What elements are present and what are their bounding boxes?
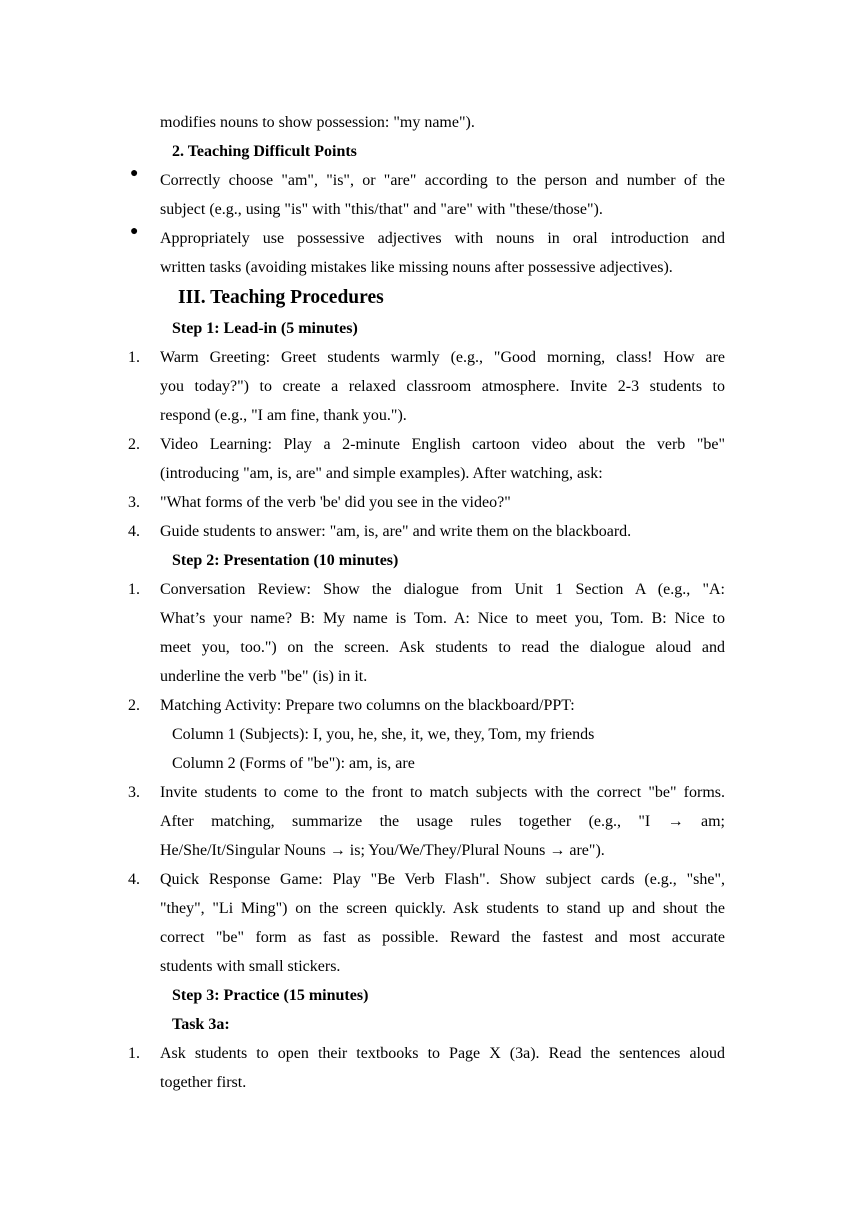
line-text: Correctly choose "am", "is", or "are" according to the person and number of the — [160, 172, 725, 189]
text-line — [0, 166, 860, 195]
line-text: Video Learning: Play a 2-minute English cartoon video about the verb "be" — [160, 436, 725, 453]
sub-line-text: Column 2 (Forms of "be"): am, is, are — [172, 755, 415, 772]
item-number: 2. — [128, 697, 140, 714]
item-number: 4. — [128, 523, 140, 540]
item-number: 1. — [128, 349, 140, 366]
numbered-list — [0, 1039, 860, 1097]
text-line — [0, 401, 860, 430]
text-line — [0, 1068, 860, 1097]
list-item — [0, 517, 860, 546]
list-item — [0, 1039, 860, 1097]
section-subheading — [0, 1010, 860, 1039]
line-text: He/She/It/Singular Nouns → is; You/We/They/Plural Nouns → are"). — [160, 842, 605, 859]
bullet-icon: ● — [130, 224, 139, 239]
line-text: After matching, summarize the usage rules together (e.g., "I → am; — [160, 813, 725, 830]
line-text: Appropriately use possessive adjectives with nouns in oral introduction and — [160, 230, 725, 247]
section-subheading — [0, 314, 860, 343]
line-text: (introducing "am, is, are" and simple examples). After watching, ask: — [160, 465, 603, 482]
line-text: Conversation Review: Show the dialogue from Unit 1 Section A (e.g., "A: — [160, 581, 725, 598]
subheading-text: Step 1: Lead-in (5 minutes) — [172, 320, 358, 337]
line-text: students with small stickers. — [160, 958, 341, 975]
text-line — [0, 459, 860, 488]
text-line — [0, 430, 860, 459]
list-item — [0, 575, 860, 691]
text-line — [0, 343, 860, 372]
section-heading — [0, 282, 860, 314]
line-text: Ask students to open their textbooks to Page X (3a). Read the sentences aloud — [160, 1045, 725, 1062]
list-item — [0, 224, 860, 282]
document-body — [0, 108, 860, 1097]
text-line — [0, 253, 860, 282]
line-text: modifies nouns to show possession: "my name"). — [160, 114, 475, 131]
text-line — [0, 195, 860, 224]
line-text: together first. — [160, 1074, 247, 1091]
text-line — [0, 662, 860, 691]
section-subheading — [0, 546, 860, 575]
text-line — [0, 778, 860, 807]
section-subheading — [0, 137, 860, 166]
heading-text: III. Teaching Procedures — [178, 287, 384, 308]
text-line — [0, 224, 860, 253]
text-line — [0, 372, 860, 401]
subheading-text: 2. Teaching Difficult Points — [172, 143, 357, 160]
bullet-icon: ● — [130, 166, 139, 181]
list-item — [0, 430, 860, 488]
paragraph-continuation — [0, 108, 860, 137]
list-item — [0, 488, 860, 517]
list-item — [0, 343, 860, 430]
line-text: Matching Activity: Prepare two columns on the blackboard/PPT: — [160, 697, 575, 714]
subheading-text: Task 3a: — [172, 1016, 230, 1033]
item-number: 1. — [128, 581, 140, 598]
text-line — [0, 633, 860, 662]
text-line — [0, 952, 860, 981]
item-number: 3. — [128, 784, 140, 801]
line-text: respond (e.g., "I am fine, thank you."). — [160, 407, 407, 424]
numbered-list — [0, 575, 860, 981]
line-text: What’s your name? B: My name is Tom. A: Nice to meet you, Tom. B: Nice to — [160, 610, 725, 627]
line-text: "What forms of the verb 'be' did you see in the video?" — [160, 494, 511, 511]
section-subheading — [0, 981, 860, 1010]
line-text: Quick Response Game: Play "Be Verb Flash". Show subject cards (e.g., "she", — [160, 871, 725, 888]
line-text: Warm Greeting: Greet students warmly (e.g., "Good morning, class! How are — [160, 349, 725, 366]
item-number: 3. — [128, 494, 140, 511]
line-text: Guide students to answer: "am, is, are" and write them on the blackboard. — [160, 523, 632, 540]
line-text: subject (e.g., using "is" with "this/that" and "are" with "these/those"). — [160, 201, 603, 218]
subheading-text: Step 2: Presentation (10 minutes) — [172, 552, 399, 569]
list-item — [0, 778, 860, 865]
list-item — [0, 865, 860, 981]
text-line — [0, 488, 860, 517]
text-line — [0, 517, 860, 546]
text-line — [0, 1039, 860, 1068]
item-number: 1. — [128, 1045, 140, 1062]
line-text: written tasks (avoiding mistakes like missing nouns after possessive adjectives). — [160, 259, 673, 276]
list-item — [0, 166, 860, 224]
list-item — [0, 691, 860, 778]
line-text: Invite students to come to the front to match subjects with the correct "be" forms. — [160, 784, 725, 801]
text-line — [0, 923, 860, 952]
line-text: you today?") to create a relaxed classroom atmosphere. Invite 2-3 students to — [160, 378, 725, 395]
text-line — [0, 108, 860, 137]
bullet-list — [0, 166, 860, 282]
sub-line — [0, 720, 860, 749]
sub-line-text: Column 1 (Subjects): I, you, he, she, it, we, they, Tom, my friends — [172, 726, 595, 743]
text-line — [0, 865, 860, 894]
line-text: "they", "Li Ming") on the screen quickly. Ask students to stand up and shout the — [160, 900, 725, 917]
line-text: meet you, too.") on the screen. Ask students to read the dialogue aloud and — [160, 639, 725, 656]
text-line — [0, 836, 860, 865]
text-line — [0, 807, 860, 836]
subheading-text: Step 3: Practice (15 minutes) — [172, 987, 369, 1004]
line-text: correct "be" form as fast as possible. Reward the fastest and most accurate — [160, 929, 725, 946]
numbered-list — [0, 343, 860, 546]
text-line — [0, 604, 860, 633]
item-number: 2. — [128, 436, 140, 453]
line-text: underline the verb "be" (is) in it. — [160, 668, 368, 685]
sub-line — [0, 749, 860, 778]
item-number: 4. — [128, 871, 140, 888]
text-line — [0, 575, 860, 604]
text-line — [0, 691, 860, 720]
text-line — [0, 894, 860, 923]
